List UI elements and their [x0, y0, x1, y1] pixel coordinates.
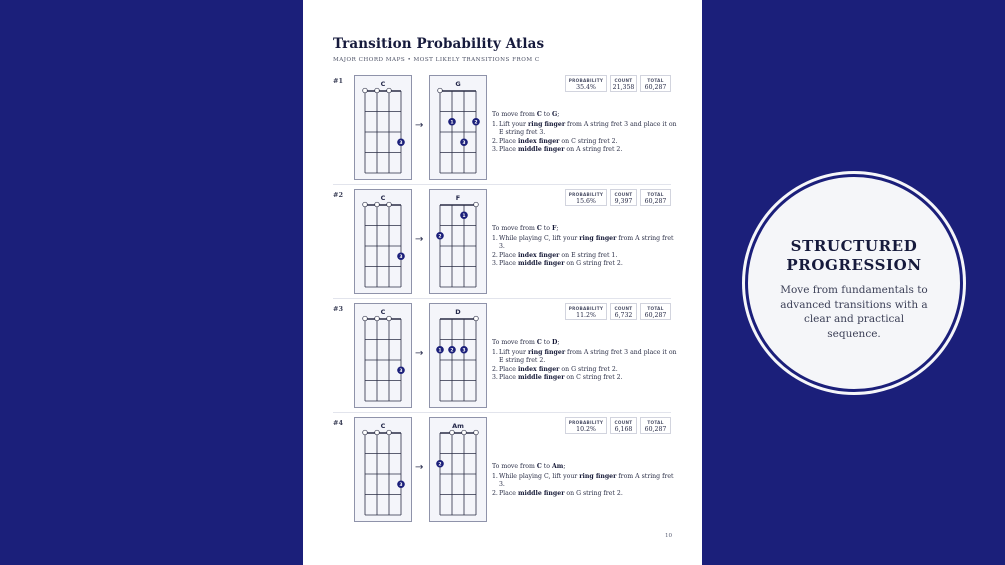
stat-label: TOTAL [647, 305, 664, 311]
transition-instructions [492, 339, 678, 383]
step-item [492, 349, 678, 366]
chord-name: Am [452, 422, 464, 430]
step-text [499, 374, 623, 383]
open-string-marker [387, 316, 392, 321]
fretboard [430, 190, 488, 295]
stat-value: 21,358 [612, 83, 635, 91]
arrow-icon: → [415, 462, 424, 473]
intro-from: C [536, 463, 542, 470]
step-number: 1. [492, 348, 498, 356]
step-finger: middle finger [517, 374, 565, 382]
stat-probability [565, 75, 607, 92]
stat-value: 11.2% [576, 311, 596, 319]
step-number: 2. [492, 137, 498, 145]
stat-count [610, 75, 637, 92]
stat-probability [565, 417, 607, 434]
fretboard [430, 418, 488, 523]
finger-number: 3 [399, 482, 403, 488]
intro-post: ; [556, 225, 559, 232]
step-post: on A string fret 2. [564, 146, 623, 154]
step-number: 1. [492, 120, 498, 128]
chord-name: G [455, 80, 461, 88]
step-item [492, 374, 678, 383]
step-post: on C string fret 2. [564, 374, 623, 382]
step-finger: ring finger [579, 234, 617, 242]
transition-rank: #4 [333, 419, 343, 427]
fretboard [355, 418, 413, 523]
transition-instructions [492, 225, 678, 269]
stat-label: COUNT [614, 305, 633, 311]
step-finger: ring finger [579, 472, 617, 480]
transition-rank: #1 [333, 77, 343, 85]
step-text [499, 235, 678, 252]
chord-diagram [429, 303, 487, 408]
step-item [492, 138, 678, 147]
finger-number: 2 [450, 348, 454, 354]
step-pre: Place [499, 146, 518, 154]
transition-rank: #2 [333, 191, 343, 199]
finger-number: 1 [438, 348, 442, 354]
stat-label: COUNT [614, 191, 633, 197]
chord-diagram [429, 75, 487, 180]
row-separator [333, 184, 671, 185]
step-post: from A string fret 3. [499, 234, 674, 251]
open-string-marker [387, 88, 392, 93]
fretboard [355, 76, 413, 181]
fretboard [355, 190, 413, 295]
arrow-icon: → [415, 234, 424, 245]
step-item [492, 490, 678, 499]
stat-value: 60,287 [644, 197, 667, 205]
step-post: on C string fret 2. [559, 137, 618, 145]
intro-pre: To move from [492, 339, 537, 346]
page-subtitle: MAJOR CHORD MAPS • MOST LIKELY TRANSITIONS FROM C [333, 57, 540, 63]
open-string-marker [363, 316, 368, 321]
open-string-marker [450, 430, 455, 435]
stat-value: 6,732 [614, 311, 633, 319]
finger-number: 1 [450, 120, 454, 126]
step-number: 2. [492, 365, 498, 373]
steps-list [492, 349, 678, 383]
chord-diagram [429, 417, 487, 522]
step-item [492, 146, 678, 155]
step-pre: Place [499, 251, 518, 259]
page-number: 10 [665, 533, 673, 539]
stat-total [640, 417, 671, 434]
step-text [499, 146, 622, 155]
instructions-intro [492, 225, 678, 234]
step-text [499, 490, 623, 499]
finger-number: 3 [462, 140, 466, 146]
stat-label: COUNT [614, 77, 633, 83]
open-string-marker [363, 202, 368, 207]
stat-label: PROBABILITY [568, 305, 604, 311]
step-finger: middle finger [517, 146, 565, 154]
step-finger: index finger [517, 137, 560, 145]
intro-to: G [551, 111, 558, 118]
step-post: on G string fret 2. [559, 365, 618, 373]
chord-diagram [354, 417, 412, 522]
chord-name: D [455, 308, 461, 316]
step-number: 3. [492, 260, 498, 268]
page-title: Transition Probability Atlas [333, 36, 545, 52]
intro-to: D [551, 339, 558, 346]
intro-to: F [551, 225, 557, 232]
intro-pre: To move from [492, 111, 537, 118]
step-pre: Place [499, 374, 518, 382]
callout-circle [745, 174, 963, 392]
callout-title-line1: STRUCTURED [790, 237, 918, 255]
stat-value: 9,397 [614, 197, 633, 205]
transition-rank: #3 [333, 305, 343, 313]
step-item [492, 252, 678, 261]
step-item [492, 366, 678, 375]
instructions-intro [492, 111, 678, 120]
intro-to: Am [551, 463, 564, 470]
step-pre: While playing C, lift your [499, 472, 580, 480]
finger-number: 2 [438, 234, 442, 240]
callout-title [748, 237, 960, 275]
steps-list [492, 121, 678, 155]
callout-title-line2: PROGRESSION [786, 256, 922, 274]
step-finger: middle finger [517, 260, 565, 268]
step-item [492, 121, 678, 138]
open-string-marker [474, 202, 479, 207]
intro-mid: to [541, 111, 552, 118]
stat-count [610, 303, 637, 320]
step-text [499, 366, 618, 375]
stat-value: 15.6% [576, 197, 596, 205]
open-string-marker [387, 202, 392, 207]
stat-total [640, 303, 671, 320]
step-post: on G string fret 2. [564, 489, 623, 497]
stat-value: 35.4% [576, 83, 596, 91]
step-item [492, 473, 678, 490]
arrow-icon: → [415, 348, 424, 359]
steps-list [492, 235, 678, 269]
intro-mid: to [541, 225, 552, 232]
step-text [499, 138, 618, 147]
open-string-marker [474, 316, 479, 321]
finger-number: 3 [462, 348, 466, 354]
intro-mid: to [541, 339, 552, 346]
fretboard [430, 304, 488, 409]
chord-name: C [380, 80, 386, 88]
row-separator [333, 412, 671, 413]
step-number: 3. [492, 374, 498, 382]
step-pre: While playing C, lift your [499, 234, 580, 242]
step-number: 2. [492, 251, 498, 259]
transition-instructions [492, 111, 678, 155]
chord-diagram [429, 189, 487, 294]
stat-label: PROBABILITY [568, 191, 604, 197]
open-string-marker [438, 88, 443, 93]
finger-number: 3 [399, 368, 403, 374]
step-item [492, 235, 678, 252]
chord-name: C [380, 194, 386, 202]
stat-label: COUNT [614, 419, 633, 425]
stat-probability [565, 303, 607, 320]
step-pre: Lift your [499, 348, 528, 356]
stat-total [640, 75, 671, 92]
step-text [499, 473, 678, 490]
intro-from: C [536, 339, 542, 346]
step-post: from A string fret 3 and place it on E string fret 2. [499, 348, 677, 365]
stat-label: TOTAL [647, 191, 664, 197]
step-post: on G string fret 2. [564, 260, 623, 268]
fretboard [430, 76, 488, 181]
finger-number: 1 [462, 213, 466, 219]
step-finger: ring finger [527, 120, 566, 128]
chord-diagram [354, 189, 412, 294]
step-pre: Place [499, 489, 518, 497]
intro-post: ; [557, 111, 560, 118]
intro-from: C [536, 111, 542, 118]
finger-number: 2 [474, 120, 478, 126]
stat-label: PROBABILITY [568, 77, 604, 83]
step-number: 1. [492, 234, 498, 242]
stat-value: 60,287 [644, 311, 667, 319]
step-finger: index finger [517, 365, 560, 373]
open-string-marker [363, 430, 368, 435]
finger-number: 2 [438, 462, 442, 468]
row-separator [333, 298, 671, 299]
stat-value: 60,287 [644, 83, 667, 91]
step-finger: middle finger [517, 489, 565, 497]
chord-name: C [380, 422, 386, 430]
stat-label: TOTAL [647, 419, 664, 425]
stat-value: 60,287 [644, 425, 667, 433]
finger-number: 3 [399, 140, 403, 146]
arrow-icon: → [415, 120, 424, 131]
steps-list [492, 473, 678, 499]
stat-count [610, 417, 637, 434]
finger-number: 3 [399, 254, 403, 260]
step-pre: Place [499, 260, 518, 268]
step-text [499, 260, 623, 269]
step-post: from A string fret 3. [499, 472, 674, 489]
open-string-marker [363, 88, 368, 93]
intro-post: ; [557, 339, 560, 346]
callout-text: Move from fundamentals to advanced transitions with a clear and practical sequence. [780, 284, 928, 340]
step-pre: Place [499, 365, 518, 373]
step-text [499, 121, 678, 138]
open-string-marker [375, 316, 380, 321]
intro-pre: To move from [492, 463, 537, 470]
stat-value: 6,168 [614, 425, 633, 433]
chord-name: F [455, 194, 461, 202]
intro-post: ; [563, 463, 566, 470]
intro-from: C [536, 225, 542, 232]
stat-value: 10.2% [576, 425, 596, 433]
step-finger: index finger [517, 251, 560, 259]
stat-probability [565, 189, 607, 206]
step-pre: Place [499, 137, 518, 145]
step-number: 3. [492, 146, 498, 154]
step-number: 1. [492, 472, 498, 480]
intro-pre: To move from [492, 225, 537, 232]
open-string-marker [474, 430, 479, 435]
instructions-intro [492, 463, 678, 472]
chord-diagram [354, 303, 412, 408]
open-string-marker [462, 430, 467, 435]
step-text [499, 349, 678, 366]
stat-count [610, 189, 637, 206]
stat-total [640, 189, 671, 206]
open-string-marker [375, 430, 380, 435]
open-string-marker [375, 202, 380, 207]
step-post: from A string fret 3 and place it on E string fret 3. [499, 120, 677, 137]
step-pre: Lift your [499, 120, 528, 128]
stat-label: PROBABILITY [568, 419, 604, 425]
chord-name: C [380, 308, 386, 316]
transition-instructions [492, 463, 678, 498]
instructions-intro [492, 339, 678, 348]
intro-mid: to [541, 463, 552, 470]
step-text [499, 252, 617, 261]
step-item [492, 260, 678, 269]
open-string-marker [375, 88, 380, 93]
open-string-marker [387, 430, 392, 435]
step-finger: ring finger [527, 348, 566, 356]
atlas-page [303, 0, 702, 565]
fretboard [355, 304, 413, 409]
stat-label: TOTAL [647, 77, 664, 83]
step-number: 2. [492, 489, 498, 497]
step-post: on E string fret 1. [559, 251, 618, 259]
chord-diagram [354, 75, 412, 180]
